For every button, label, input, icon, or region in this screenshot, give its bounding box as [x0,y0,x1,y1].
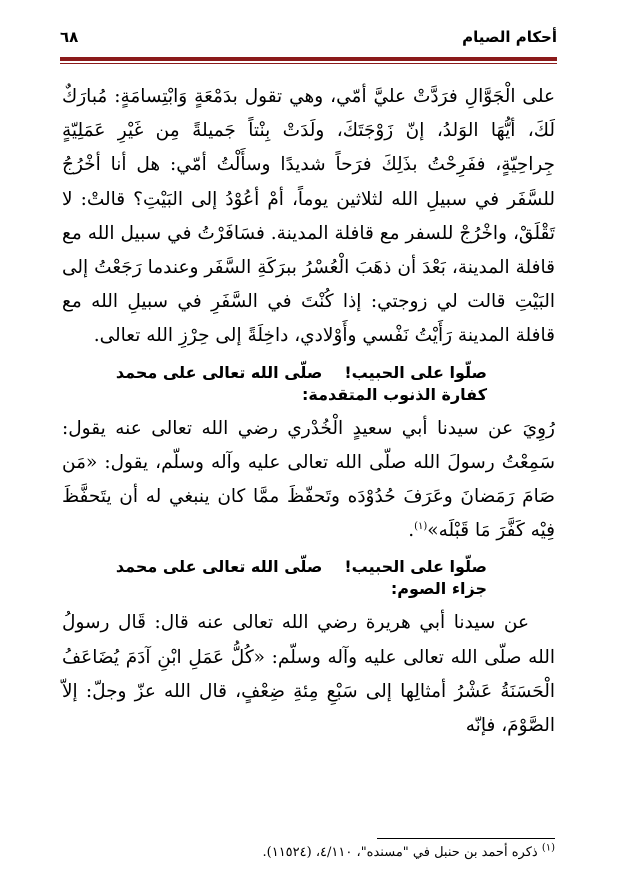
salawat-call: صلّوا على الحبيب! [344,362,487,382]
header-rule-thin [60,63,557,64]
salawat-response: صلّى الله تعالى على محمد [115,362,323,382]
footnote [62,843,555,863]
paragraph-hadith-abu-hurayra: عن سيدنا أبي هريرة رضي الله تعالى عنه قال: قَال رسولُ الله صلّى الله تعالى عليه وآله وسلّم: «كُلُّ عَمَلِ ابْنِ آدَمَ يُضَاعَفُ الْحَسَنَةُ عَشْرُ أمثالِها إلى سَبْعِ مِئةِ ضِعْفٍ، قال الله عزّ وجلّ: إلاّ الصَّوْمَ، فإنّه [62,612,555,737]
footnote-marker: (١) [541,842,555,854]
salawat-line-1 [62,362,555,384]
heading-expiation: كفارة الذنوب المتقدمة: [302,384,487,404]
salawat-line-2 [62,556,555,578]
footnote-reference: (١) [414,521,428,533]
header-rule-thick [60,57,557,61]
paragraph-hadith-abu-said [62,412,555,549]
hadith-text: رُوِيَ عن سيدنا أبي سعيدٍ الْخُدْري رضي الله تعالى عنه يقول: سَمِعْتُ رسولَ الله صلّى الله تعالى عليه وآله وسلّم، يقول: «مَن صَامَ رَمَضانَ وعَرَفَ حُدُوْدَه وتَحفّظَ ممَّا كان ينبغي له أن يتَحفَّظَ فِيْه كَفَّرَ مَا قَبْلَه» [62,417,555,542]
main-text [62,80,555,743]
footnote-separator [377,838,555,839]
heading-reward-of-fasting: جزاء الصوم: [390,579,487,599]
page-number: ٦٨ [60,28,79,46]
salawat-call: صلّوا على الحبيب! [344,557,487,577]
hadith-end: . [408,520,415,542]
salawat-response: صلّى الله تعالى على محمد [115,557,323,577]
running-title: أحكام الصيام [462,28,557,46]
footnote-text: ذكره أحمد بن حنبل في "مسنده"، ٤/١١٠، (١١٥٢٤). [262,845,538,860]
paragraph-story: على الْجَوَّالِ فرَدَّتْ عليَّ أمّي، وهي تقول بدَمْعَةٍ وَابْتِسامَةٍ: مُبارَكٌ لَكَ، أيُّهَا الوَلدُ، إنّ زَوْجَتَكَ، ولَدَتْ بِنْتاً جَميلةً مِن غَيْرِ عَمَلِيّةٍ جِراحِيّةٍ، ففَرِحْتُ بذَلِكَ فرَحاً شديدًا وسأَلْتُ أمّي: هل أنا أخْرُجُ للسَّفَر في سبيلِ الله لثلاثين يوماً، أمْ أعُوْدُ إلى البَيْتِ؟ قالتْ: لا تَقْلَقْ، واخْرُجْ للسفر مع قافلة المدينة. فسَافَرْتُ في سبيل الله مع قافلة المدينة، بَعْدَ أن ذهَبَ الْعُسْرُ ببرَكَةِ السَّفَر وعندما رَجَعْتُ إلى البَيْتِ قالت لي زوجتي: إذا كُنْتَ في السَّفَرِ في سبيلِ الله مع قافلة المدينة رَأَيْتُ نَفْسي وأَوْلادي، داخِلَةً إلى حِرْزِ الله تعالى. [62,86,555,347]
